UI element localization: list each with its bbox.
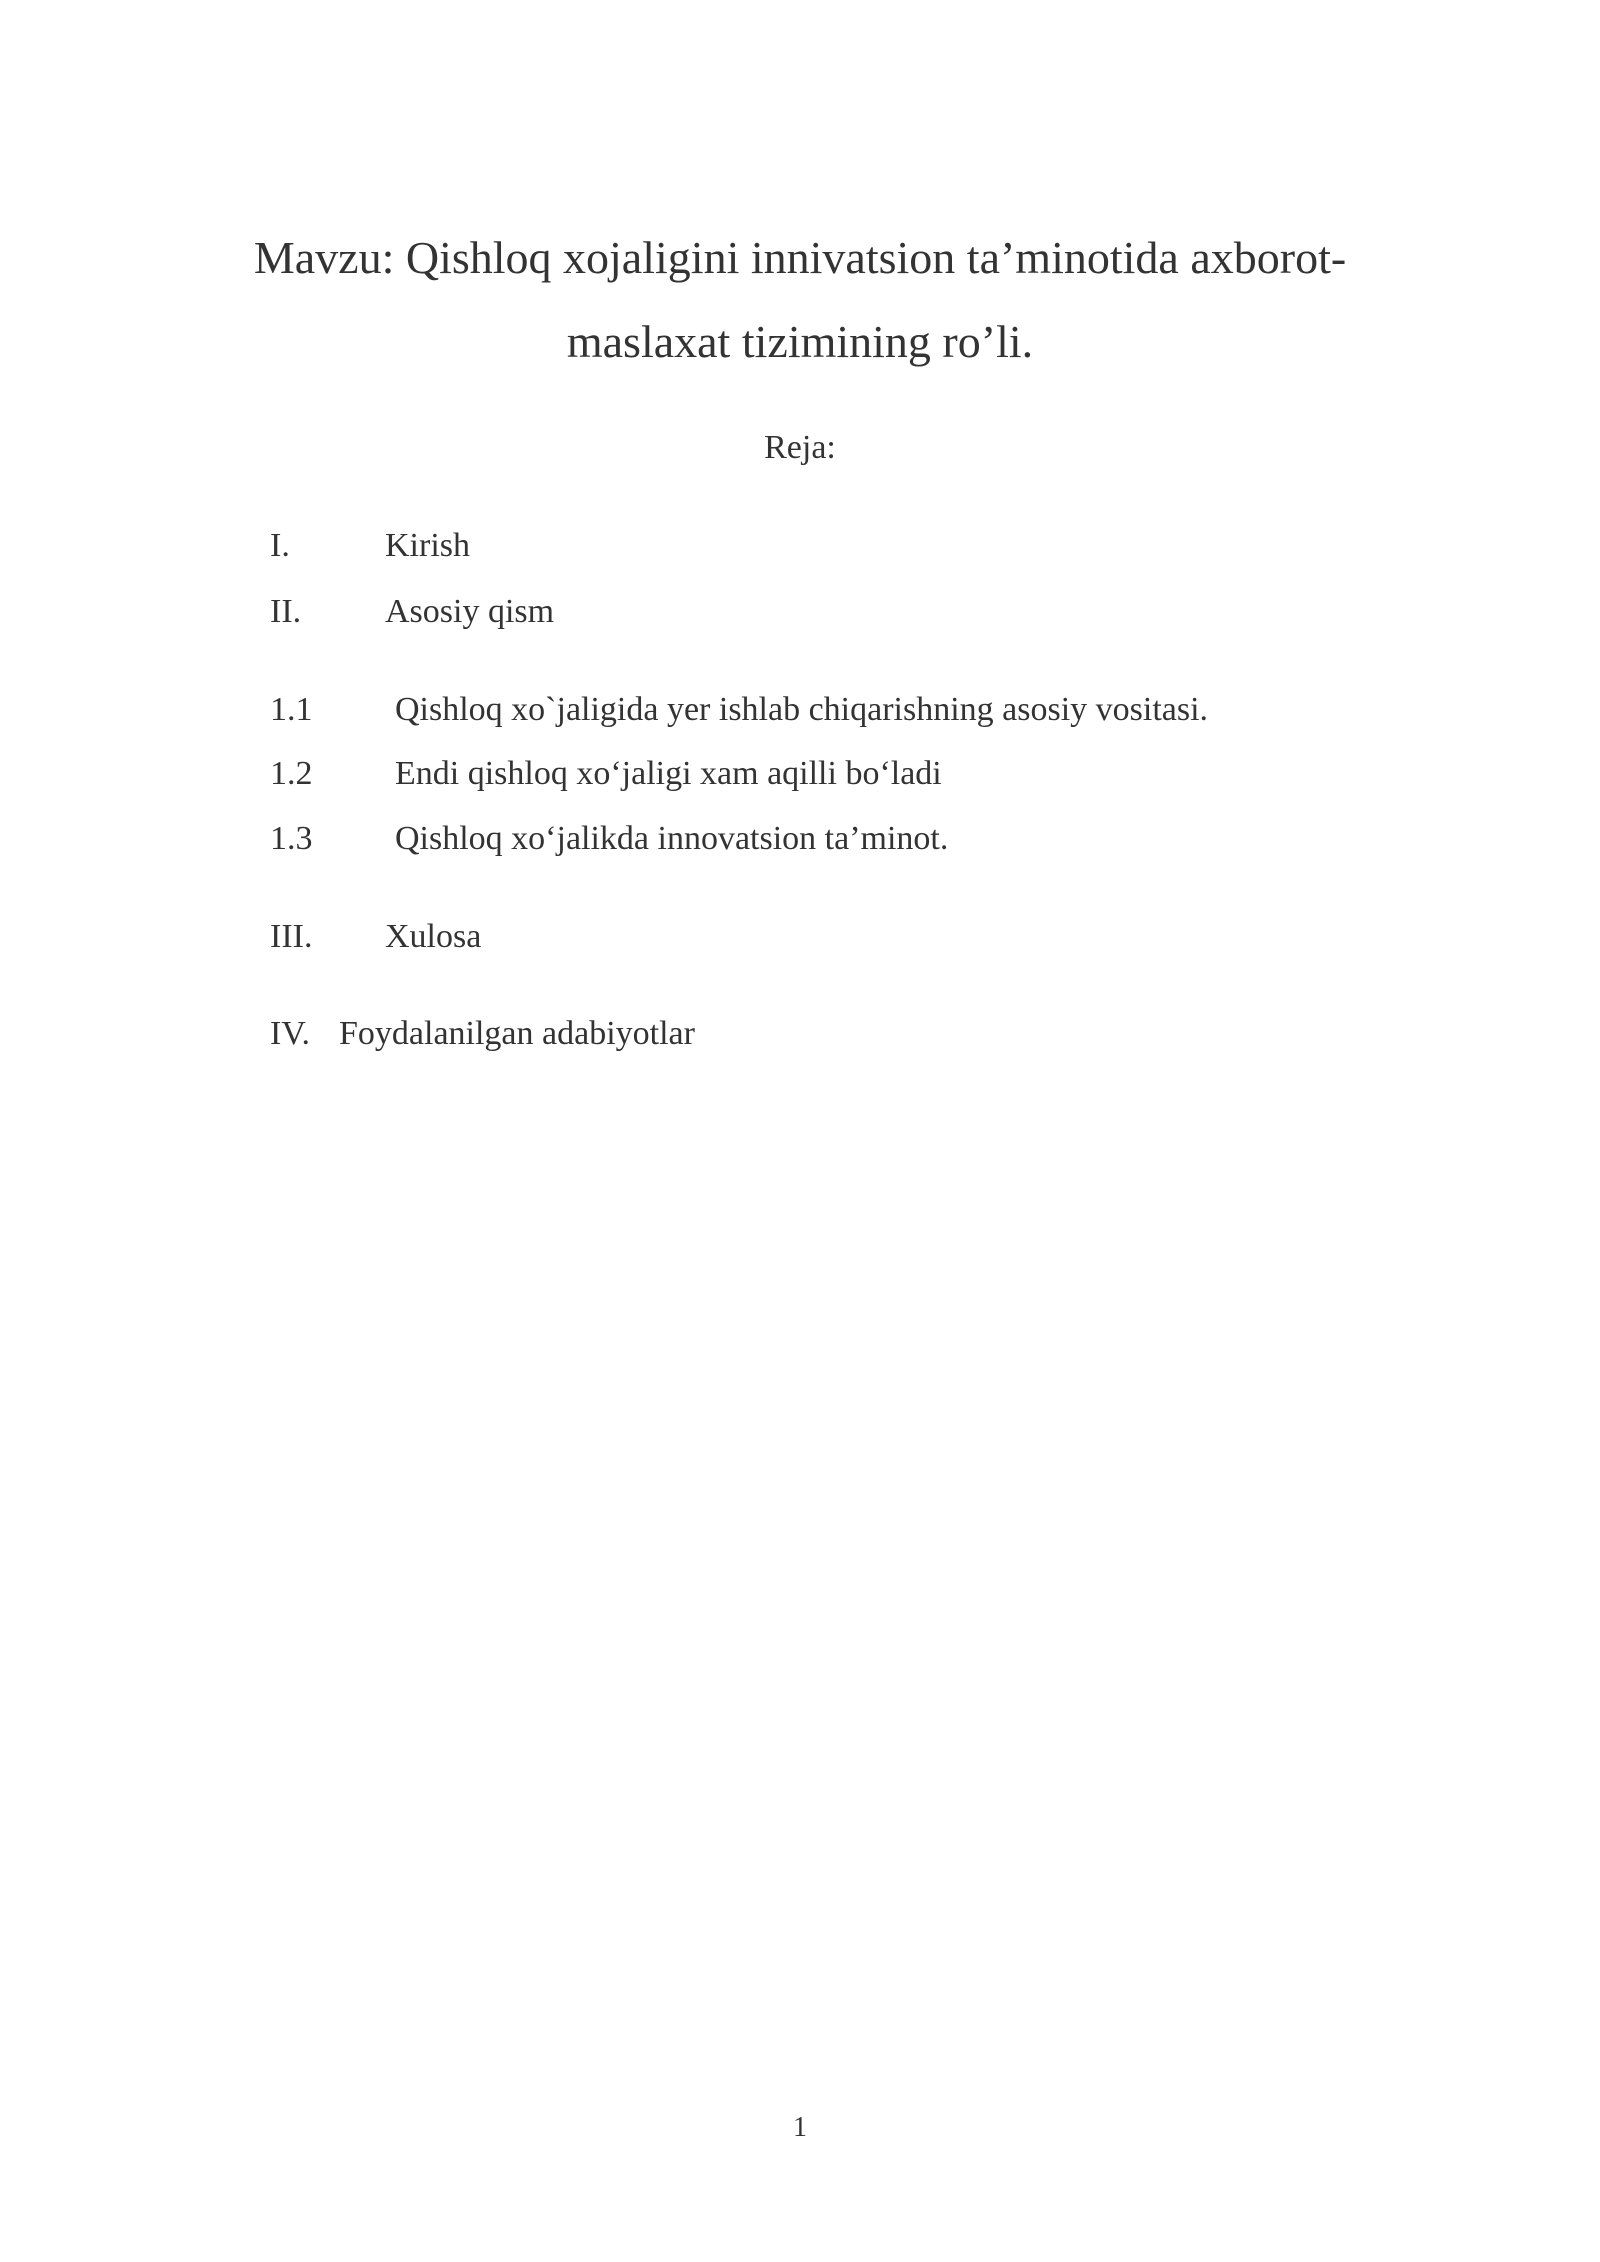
page-number: 1 — [793, 2112, 807, 2143]
plan-item-number: IV. — [270, 1015, 310, 1052]
plan-item-number: III. — [270, 918, 313, 955]
plan-item-number: 1.1 — [270, 691, 313, 728]
plan-item-text: Foydalanilgan adabiyotlar — [339, 1015, 695, 1052]
plan-item-number: II. — [270, 593, 302, 630]
plan-item-text: Qishloq xo‘jalikda innovatsion ta’minot. — [395, 820, 949, 857]
plan-item-number: I. — [270, 527, 290, 564]
plan-item-text: Kirish — [385, 527, 470, 564]
plan-item-number: 1.2 — [270, 755, 313, 792]
plan-item-text: Xulosa — [385, 918, 482, 955]
plan-heading: Reja: — [764, 429, 836, 466]
plan-item-number: 1.3 — [270, 820, 313, 857]
plan-item-text: Qishloq xo`jaligida yer ishlab chiqarishning asosiy vositasi. — [395, 691, 1209, 728]
title-line-2: maslaxat tizimining ro’li. — [566, 316, 1034, 367]
document-title — [200, 216, 1400, 384]
plan-item-text: Endi qishloq xo‘jaligi xam aqilli bo‘ladi — [395, 755, 942, 792]
plan-item-text: Asosiy qism — [385, 593, 555, 630]
title-line-1: Mavzu: Qishloq xojaligini innivatsion ta’minotida axborot- — [253, 232, 1347, 283]
